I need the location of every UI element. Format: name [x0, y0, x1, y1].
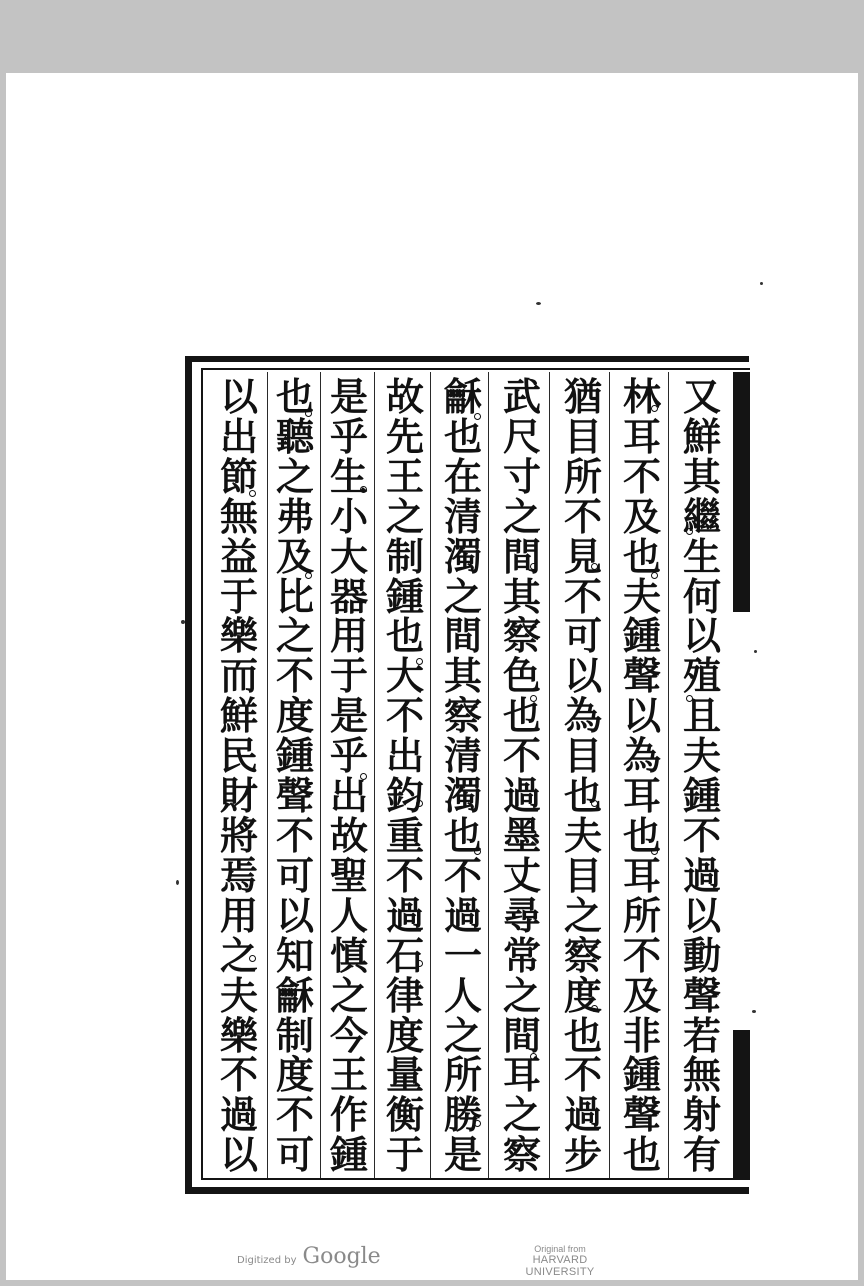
margin-block-top	[733, 372, 750, 612]
character: 用	[329, 613, 368, 659]
character: 鮮	[682, 413, 721, 459]
character: 度	[563, 972, 602, 1018]
character: 也	[443, 413, 482, 459]
character: 動	[682, 932, 721, 978]
ink-speck	[752, 1010, 756, 1013]
character: 非	[622, 1012, 661, 1058]
character: 故	[385, 374, 424, 419]
character: 度	[275, 693, 314, 739]
character: 可	[275, 852, 314, 898]
character: 一	[443, 932, 482, 978]
punctuation-dot	[249, 955, 256, 962]
character: 先	[385, 413, 424, 459]
character: 也	[563, 773, 602, 819]
character: 夫	[563, 812, 602, 858]
character: 制	[385, 533, 424, 579]
character: 目	[563, 413, 602, 459]
character: 制	[275, 1012, 314, 1058]
column-rule	[609, 372, 610, 1178]
character: 濁	[443, 533, 482, 579]
character: 濁	[443, 773, 482, 819]
column-rule	[374, 372, 375, 1178]
punctuation-dot	[360, 773, 367, 780]
punctuation-dot	[591, 563, 598, 570]
character: 聽	[275, 413, 314, 459]
punctuation-dot	[416, 800, 423, 807]
character: 以	[219, 374, 258, 419]
character: 以	[563, 653, 602, 699]
character: 之	[502, 1092, 541, 1138]
character: 王	[329, 1052, 368, 1098]
character: 寸	[502, 453, 541, 499]
character: 故	[329, 812, 368, 858]
text-column	[560, 368, 606, 1180]
text-column	[272, 368, 318, 1180]
character: 人	[443, 972, 482, 1018]
column-rule	[320, 372, 321, 1178]
ink-speck	[181, 620, 185, 624]
character: 所	[443, 1052, 482, 1098]
character: 不	[275, 812, 314, 858]
character: 以	[275, 892, 314, 938]
character: 有	[682, 1132, 721, 1178]
character: 耳	[502, 1052, 541, 1098]
character: 耳	[622, 413, 661, 459]
character: 比	[275, 573, 314, 619]
character: 不	[622, 932, 661, 978]
character: 而	[219, 653, 258, 699]
character: 生	[682, 533, 721, 579]
character: 是	[329, 693, 368, 739]
character: 將	[219, 812, 258, 858]
character: 清	[443, 493, 482, 539]
character: 鍾	[275, 733, 314, 779]
character: 之	[563, 892, 602, 938]
character: 過	[502, 773, 541, 819]
punctuation-dot	[530, 1053, 537, 1060]
character: 不	[275, 1092, 314, 1138]
digitized-credit	[237, 1244, 381, 1269]
character: 乎	[329, 413, 368, 459]
character: 不	[563, 573, 602, 619]
character: 間	[443, 613, 482, 659]
character: 其	[682, 453, 721, 499]
punctuation-dot	[474, 1120, 481, 1127]
character: 察	[502, 1132, 541, 1178]
character: 也	[622, 533, 661, 579]
character: 又	[682, 374, 721, 419]
character: 可	[563, 613, 602, 659]
character: 見	[563, 533, 602, 579]
character: 不	[563, 493, 602, 539]
character: 是	[443, 1132, 482, 1178]
source-credit	[500, 1244, 620, 1278]
character: 小	[329, 493, 368, 539]
character: 及	[275, 533, 314, 579]
character: 尺	[502, 413, 541, 459]
character: 今	[329, 1012, 368, 1058]
character: 不	[682, 812, 721, 858]
character: 過	[443, 892, 482, 938]
character: 器	[329, 573, 368, 619]
character: 樂	[219, 613, 258, 659]
google-wordmark: Google	[302, 1244, 381, 1269]
character: 丈	[502, 852, 541, 898]
character: 在	[443, 453, 482, 499]
character: 之	[443, 573, 482, 619]
character: 人	[329, 892, 368, 938]
character: 焉	[219, 852, 258, 898]
punctuation-dot	[651, 572, 658, 579]
character: 鮮	[219, 693, 258, 739]
character: 夫	[682, 733, 721, 779]
character: 不	[385, 852, 424, 898]
character: 出	[219, 413, 258, 459]
character: 繼	[682, 493, 721, 539]
text-column	[382, 368, 428, 1180]
character: 于	[385, 1132, 424, 1178]
character: 常	[502, 932, 541, 978]
text-column	[499, 368, 545, 1180]
original-label: Original from	[534, 1244, 586, 1254]
character: 于	[219, 573, 258, 619]
character: 以	[219, 1132, 258, 1178]
character: 鍾	[329, 1132, 368, 1178]
punctuation-dot	[474, 848, 481, 855]
character: 出	[385, 733, 424, 779]
column-rule	[488, 372, 489, 1178]
text-column	[216, 368, 262, 1180]
character: 量	[385, 1052, 424, 1098]
punctuation-dot	[416, 960, 423, 967]
character: 也	[622, 812, 661, 858]
character: 之	[502, 972, 541, 1018]
character: 所	[622, 892, 661, 938]
text-column	[619, 368, 665, 1180]
character: 生	[329, 453, 368, 499]
character: 間	[502, 1012, 541, 1058]
character: 聖	[329, 852, 368, 898]
character: 聲	[622, 653, 661, 699]
character: 墨	[502, 812, 541, 858]
character: 大	[385, 653, 424, 699]
character: 勝	[443, 1092, 482, 1138]
character: 聲	[622, 1092, 661, 1138]
character: 察	[563, 932, 602, 978]
character: 出	[329, 773, 368, 819]
character: 不	[275, 653, 314, 699]
character: 以	[622, 693, 661, 739]
punctuation-dot	[686, 528, 693, 535]
character: 且	[682, 693, 721, 739]
character: 何	[682, 573, 721, 619]
punctuation-dot	[305, 572, 312, 579]
character: 龢	[275, 972, 314, 1018]
character: 律	[385, 972, 424, 1018]
character: 殖	[682, 653, 721, 699]
character: 若	[682, 1012, 721, 1058]
character: 鍾	[682, 773, 721, 819]
character: 弗	[275, 493, 314, 539]
character: 不	[219, 1052, 258, 1098]
character: 石	[385, 932, 424, 978]
ink-speck	[176, 880, 179, 885]
character: 財	[219, 773, 258, 819]
punctuation-dot	[249, 490, 256, 497]
character: 鍾	[385, 573, 424, 619]
character: 過	[219, 1092, 258, 1138]
character: 衡	[385, 1092, 424, 1138]
character: 聲	[275, 773, 314, 819]
character: 也	[622, 1132, 661, 1178]
character: 聲	[682, 972, 721, 1018]
character: 益	[219, 533, 258, 579]
character: 鍾	[622, 1052, 661, 1098]
character: 無	[682, 1052, 721, 1098]
punctuation-dot	[474, 413, 481, 420]
character: 不	[502, 733, 541, 779]
character: 度	[275, 1052, 314, 1098]
text-column	[440, 368, 486, 1180]
character: 猶	[563, 374, 602, 419]
ink-speck	[754, 650, 757, 653]
character: 知	[275, 932, 314, 978]
character: 大	[329, 533, 368, 579]
column-rule	[668, 372, 669, 1178]
character: 乎	[329, 733, 368, 779]
character: 不	[563, 1052, 602, 1098]
character: 射	[682, 1092, 721, 1138]
character: 節	[219, 453, 258, 499]
character: 無	[219, 493, 258, 539]
character: 鈞	[385, 773, 424, 819]
character: 及	[622, 493, 661, 539]
character: 用	[219, 892, 258, 938]
character: 不	[443, 852, 482, 898]
punctuation-dot	[305, 410, 312, 417]
character: 耳	[622, 852, 661, 898]
character: 夫	[622, 573, 661, 619]
character: 以	[682, 613, 721, 659]
character: 色	[502, 653, 541, 699]
character: 王	[385, 453, 424, 499]
character: 鍾	[622, 613, 661, 659]
character: 過	[682, 852, 721, 898]
character: 民	[219, 733, 258, 779]
punctuation-dot	[591, 800, 598, 807]
character: 作	[329, 1092, 368, 1138]
column-rule	[430, 372, 431, 1178]
text-column	[679, 368, 725, 1180]
character: 度	[385, 1012, 424, 1058]
character: 以	[682, 892, 721, 938]
character: 清	[443, 733, 482, 779]
character: 也	[563, 1012, 602, 1058]
character: 之	[329, 972, 368, 1018]
character: 之	[219, 932, 258, 978]
character: 慎	[329, 932, 368, 978]
character: 之	[502, 493, 541, 539]
character: 也	[502, 693, 541, 739]
character: 過	[385, 892, 424, 938]
punctuation-dot	[686, 695, 693, 702]
character: 其	[443, 653, 482, 699]
character: 之	[275, 613, 314, 659]
character: 可	[275, 1132, 314, 1178]
character: 察	[502, 613, 541, 659]
character: 是	[329, 374, 368, 419]
character: 為	[622, 733, 661, 779]
margin-block-bottom	[733, 1030, 750, 1180]
ink-speck	[536, 302, 541, 305]
character: 之	[385, 493, 424, 539]
punctuation-dot	[651, 848, 658, 855]
character: 其	[502, 573, 541, 619]
punctuation-dot	[591, 1005, 598, 1012]
character: 也	[275, 374, 314, 419]
character: 龢	[443, 374, 482, 419]
character: 重	[385, 812, 424, 858]
punctuation-dot	[416, 658, 423, 665]
character: 于	[329, 653, 368, 699]
character: 武	[502, 374, 541, 419]
character: 也	[385, 613, 424, 659]
character: 夫	[219, 972, 258, 1018]
character: 目	[563, 733, 602, 779]
column-rule	[267, 372, 268, 1178]
punctuation-dot	[360, 486, 367, 493]
character: 目	[563, 852, 602, 898]
character: 過	[563, 1092, 602, 1138]
punctuation-dot	[651, 405, 658, 412]
character: 不	[622, 453, 661, 499]
character: 樂	[219, 1012, 258, 1058]
character: 及	[622, 972, 661, 1018]
digitized-label: Digitized by	[237, 1255, 297, 1266]
character: 林	[622, 374, 661, 419]
character: 之	[443, 1012, 482, 1058]
character: 也	[443, 812, 482, 858]
punctuation-dot	[530, 563, 537, 570]
character: 間	[502, 533, 541, 579]
character: 不	[385, 693, 424, 739]
punctuation-dot	[530, 695, 537, 702]
character: 步	[563, 1132, 602, 1178]
character: 察	[443, 693, 482, 739]
column-rule	[549, 372, 550, 1178]
ink-speck	[760, 282, 763, 285]
institution-name: HARVARD UNIVERSITY	[525, 1254, 595, 1278]
character: 之	[275, 453, 314, 499]
character: 為	[563, 693, 602, 739]
character: 所	[563, 453, 602, 499]
character: 尋	[502, 892, 541, 938]
character: 耳	[622, 773, 661, 819]
